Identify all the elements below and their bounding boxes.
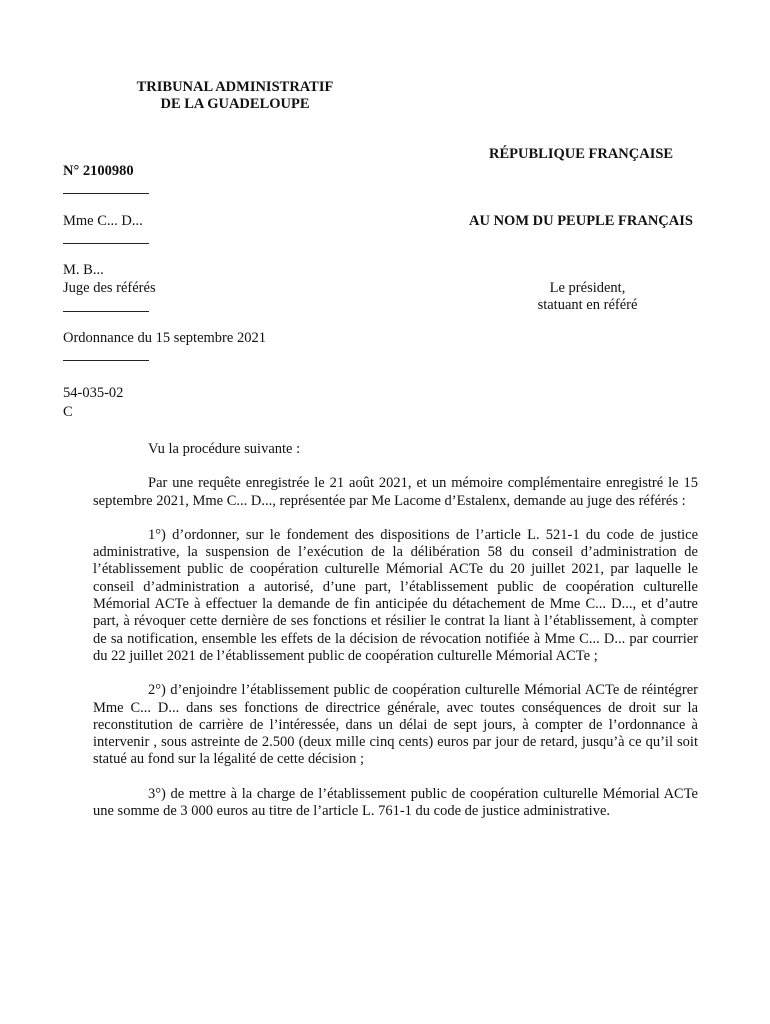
separator-rule [63,311,149,312]
request-paragraph: Par une requête enregistrée le 21 août 2021, et un mémoire complémentaire enregistré le 15 septembre 2021, Mme C... D..., représentée par Me Lacome d’Estalenx, demande au juge des référés : [93,475,698,509]
publication-code: C [63,404,73,420]
president-line2: statuant en référé [537,297,638,313]
court-name-line2: DE LA GUADELOUPE [160,96,310,112]
case-number: N° 2100980 [63,163,134,179]
republic-heading: RÉPUBLIQUE FRANÇAISE [489,146,674,162]
president-line1: Le président, [549,280,626,296]
ordonnance-date: Ordonnance du 15 septembre 2021 [63,330,266,346]
body-text [93,441,698,820]
court-name-line1: TRIBUNAL ADMINISTRATIF [136,79,334,95]
separator-rule [63,360,149,361]
conclusion-2-paragraph: 2°) d’enjoindre l’établissement public de coopération culturelle Mémorial ACTe de réintégrer Mme C... D... dans ses fonctions de directrice générale, avec toutes conséquences de droit sur la reconstitution de carrière de l’intéressée, dans un délai de sept jours, à compter de l’ordonnance à intervenir , sous astreinte de 2.500 (deux mille cinq cents) euros par jour de retard, jusqu’à ce qu’il soit statué au fond sur la légalité de cette décision ; [93,682,698,768]
conclusion-1-paragraph: 1°) d’ordonner, sur le fondement des dispositions de l’article L. 521-1 du code de justice administrative, la suspension de l’exécution de la délibération 58 du conseil d’administration de l’établissement public de coopération culturelle Mémorial ACTe du 20 juillet 2021, par laquelle le conseil d’administration a autorisé, d’une part, l’établissement public de coopération culturelle Mémorial ACTe à effectuer la demande de fin anticipée du détachement de Mme C... D..., et d’autre part, à révoquer cette dernière de ses fonctions et résilier le contrat la liant à l’établissement, à compter de sa notification, ensemble les effets de la décision de révocation notifiée à Mme C... D... par courrier du 22 juillet 2021 de l’établissement public de coopération culturelle Mémorial ACTe ; [93,526,698,664]
classification-code: 54-035-02 [63,385,124,401]
judge-title: Juge des référés [63,280,156,296]
judge-name: M. B... [63,262,104,278]
separator-rule [63,193,149,194]
conclusion-3-paragraph: 3°) de mettre à la charge de l’établissement public de coopération culturelle Mémorial ACTe une somme de 3 000 euros au titre de l’article L. 761-1 du code de justice administrative. [93,785,698,820]
intro-paragraph: Vu la procédure suivante : [148,441,301,457]
separator-rule [63,243,149,244]
party-name: Mme C... D... [63,213,143,229]
au-nom-heading: AU NOM DU PEUPLE FRANÇAIS [469,213,693,229]
